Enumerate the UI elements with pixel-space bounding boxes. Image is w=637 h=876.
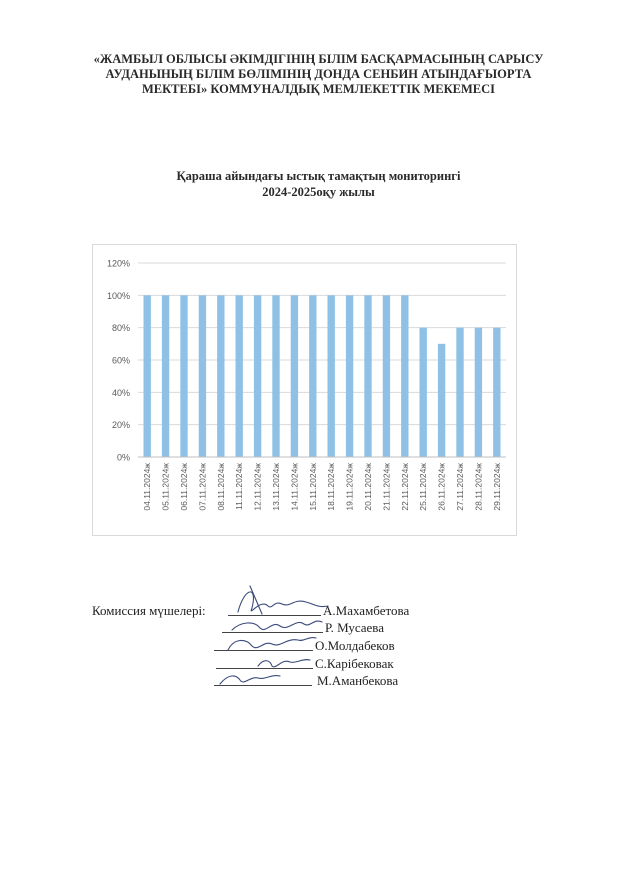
commission-label: Комиссия мүшелері: (92, 603, 206, 618)
x-tick-label: 20.11.2024ж (363, 463, 373, 511)
x-tick-label: 15.11.2024ж (307, 463, 318, 511)
school-header (0, 52, 637, 97)
x-tick-label: 04.11.2024ж (142, 463, 153, 511)
bar (438, 344, 445, 457)
x-tick-label: 12.11.2024ж (252, 463, 263, 511)
bar-chart (92, 244, 517, 536)
bar (291, 295, 298, 457)
bar (420, 328, 427, 457)
x-tick-label: 06.11.2024ж (179, 463, 189, 511)
bar (493, 328, 500, 457)
bar (475, 328, 482, 457)
bar (162, 295, 169, 457)
x-tick-label: 22.11.2024ж (399, 463, 410, 511)
member-2: Р. Мусаева (325, 620, 385, 635)
bar (272, 295, 279, 457)
x-tick-label: 05.11.2024ж (160, 463, 171, 511)
bar (383, 295, 390, 457)
bar (217, 295, 224, 457)
bar (254, 295, 261, 457)
bar-chart-svg (93, 245, 516, 535)
monitoring-title-line-2: 2024-2025оқу жылы (262, 185, 375, 199)
y-tick-label: 0% (116, 452, 130, 463)
member-4: С.Карібековак (315, 656, 394, 671)
member-1: А.Махамбетова (323, 603, 410, 618)
x-tick-label: 28.11.2024ж (473, 463, 484, 511)
member-3: О.Молдабеков (315, 638, 395, 653)
x-tick-label: 19.11.2024ж (344, 463, 355, 511)
header-line-3: МЕКТЕБІ» КОММУНАЛДЫҚ МЕМЛЕКЕТТІК МЕКЕМЕСІ (141, 82, 496, 96)
bar (236, 295, 243, 457)
bar (456, 328, 463, 457)
header-line-1: «ЖАМБЫЛ ОБЛЫСЫ ӘКІМДІГІНІҢ БІЛІМ БАСҚАРМАСЫНЫҢ САРЫСУ (93, 52, 544, 66)
x-tick-label: 13.11.2024ж (271, 463, 281, 511)
bar (309, 295, 316, 457)
x-tick-label: 26.11.2024ж (436, 463, 447, 511)
y-tick-label: 20% (111, 420, 130, 431)
member-5: М.Аманбекова (317, 673, 399, 688)
bar (180, 295, 187, 457)
handwritten-signatures (210, 578, 340, 693)
x-tick-label: 29.11.2024ж (491, 463, 502, 511)
x-tick-label: 11.11.2024ж (234, 463, 245, 510)
x-tick-label: 25.11.2024ж (418, 463, 429, 511)
header-line-2: АУДАНЫНЫҢ БІЛІМ БӨЛІМІНІҢ ДОНДА СЕНБИН АТЫНДАҒЫОРТА (105, 67, 532, 81)
bar (199, 295, 206, 457)
monitoring-title (0, 168, 637, 200)
y-tick-label: 120% (106, 258, 130, 269)
y-tick-label: 80% (111, 323, 130, 334)
y-tick-label: 60% (111, 355, 130, 366)
bar (401, 295, 408, 457)
bar (328, 295, 335, 457)
x-tick-label: 27.11.2024ж (455, 463, 465, 511)
x-tick-label: 18.11.2024ж (326, 463, 337, 511)
y-tick-label: 100% (106, 290, 130, 301)
x-tick-label: 08.11.2024ж (215, 463, 226, 511)
x-tick-label: 07.11.2024ж (197, 463, 208, 511)
x-tick-label: 14.11.2024ж (289, 463, 300, 511)
y-tick-label: 40% (111, 387, 130, 398)
monitoring-title-line-1: Қараша айындағы ыстық тамақтың мониторингі (176, 169, 461, 183)
bar (364, 295, 371, 457)
x-tick-label: 21.11.2024ж (381, 463, 392, 511)
bar (144, 295, 151, 457)
bar (346, 295, 353, 457)
